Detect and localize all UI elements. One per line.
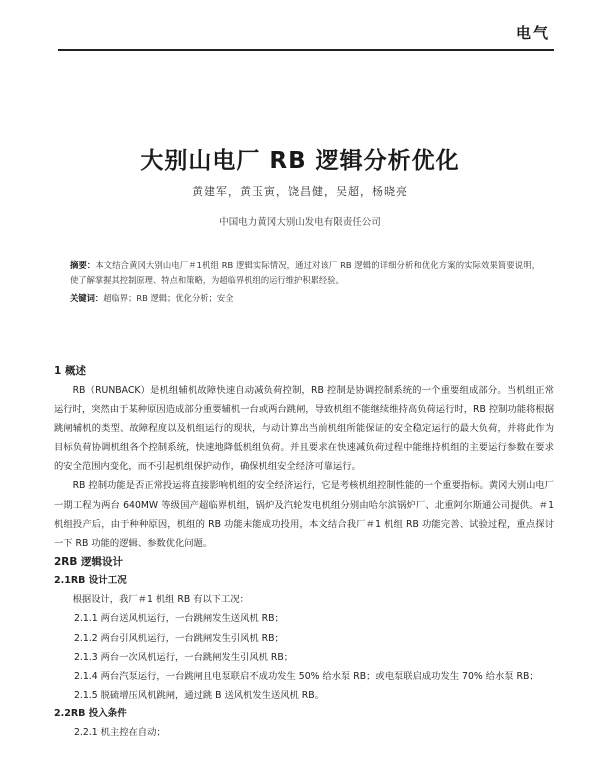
paper-title: 大别山电厂 RB 逻辑分析优化 <box>140 148 460 174</box>
list-item: 2.1.5 脱硫增压风机跳闸，通过跳 B 送风机发生送风机 RB。 <box>74 689 324 701</box>
section-2-2-heading: 2.2RB 投入条件 <box>54 707 127 719</box>
section-1-paragraph-2: RB 控制功能是否正常投运将直接影响机组的安全经济运行，它是考核机组控制性能的一个重要指标。黄冈大别山电厂一期工程为两台 640MW 等级国产超临界机组，锅炉及汽轮发电机组分别由哈尔滨锅炉厂、北重阿尔斯通公司提供。＃1 机组投产后，由于种种原因，机组的 RB 功能未能成功投用，本文结合我厂＃1 机组 RB 功能完善、试验过程，重点探讨一下 RB 功能的逻辑、参数优化问题。 <box>54 480 554 549</box>
section-2-1-heading: 2.1RB 设计工况 <box>54 574 127 586</box>
affiliation: 中国电力黄冈大别山发电有限责任公司 <box>219 217 381 228</box>
section-2-1-intro: 根据设计，我厂＃1 机组 RB 有以下工况： <box>72 594 249 606</box>
list-item: 2.1.3 两台一次风机运行，一台跳闸发生引风机 RB； <box>74 651 294 663</box>
section-1-heading: 1 概述 <box>54 365 86 377</box>
list-item: 2.1.2 两台引风机运行，一台跳闸发生引风机 RB； <box>74 632 284 644</box>
list-item: 2.1.1 两台送风机运行，一台跳闸发生送风机 RB； <box>74 613 284 625</box>
header-divider <box>58 49 554 51</box>
section-header-label: 电气 <box>515 24 550 42</box>
abstract-text: 本文结合黄冈大别山电厂＃1机组 RB 逻辑实际情况，通过对该厂 RB 逻辑的详细分析和优化方案的实际效果简要说明，使了解掌握其控制原理、特点和策略，为超临界机组的运行维护积累经验。 <box>70 260 540 285</box>
article-body <box>54 362 554 743</box>
keywords-label: 关键词： <box>70 293 104 303</box>
section-1-paragraph-1: RB（RUNBACK）是机组辅机故障快速自动减负荷控制，RB 控制是协调控制系统的一个重要组成部分。当机组正常运行时，突然由于某种原因造成部分重要辅机一台或两台跳闸，导致机组不能继续维持高负荷运行时，RB 控制功能将根据跳闸辅机的类型、故障程度以及机组运行的现状，与动计算出当前机组所能保证的安全稳定运行的最大负荷，并将此作为目标负荷协调机组各个控制系统，快速地降低机组负荷。并且要求在快速减负荷过程中能维持机组的主要运行参数在要求的安全范围内变化，而不引起机组保护动作，确保机组安全经济可靠运行。 <box>54 385 554 473</box>
list-item: 2.1.4 两台汽泵运行，一台跳闸且电泵联启不成功发生 50% 给水泵 RB；或电泵联启成功发生 70% 给水泵 RB； <box>74 670 539 682</box>
abstract <box>70 258 540 288</box>
section-2-heading: 2RB 逻辑设计 <box>54 555 124 568</box>
keywords <box>70 292 540 304</box>
abstract-label: 摘要： <box>70 260 96 270</box>
list-item: 2.2.1 机主控在自动； <box>74 727 166 739</box>
author-list: 黄建军，黄玉寅，饶昌健，吴超，杨晓亮 <box>192 185 408 198</box>
keywords-text: 超临界；RB 逻辑；优化分析；安全 <box>103 293 234 303</box>
